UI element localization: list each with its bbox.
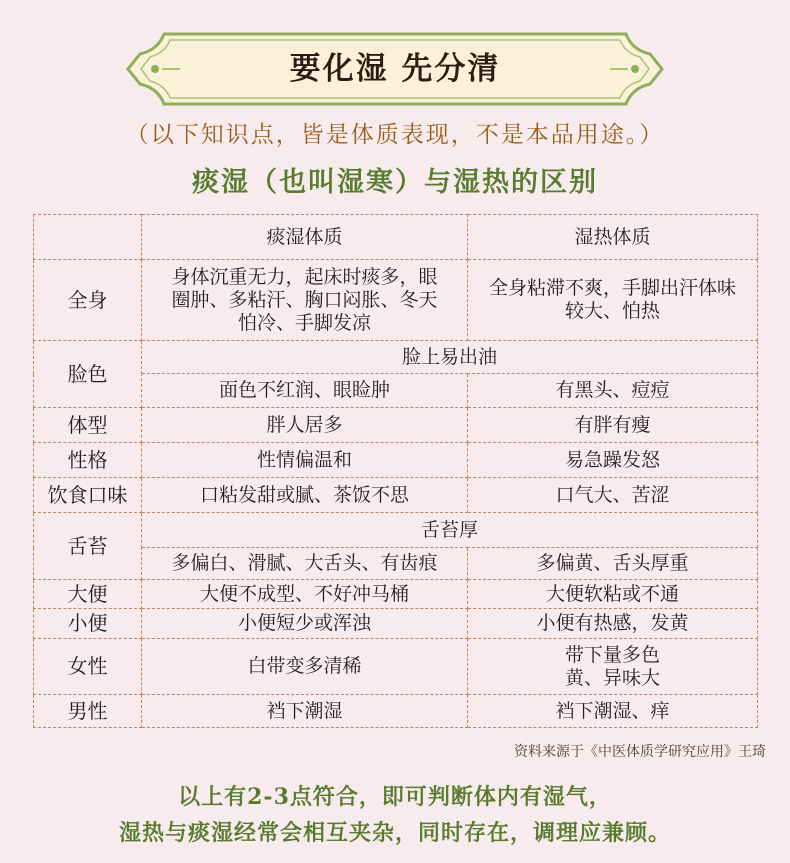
- cell-shire: 有胖有瘦: [468, 408, 758, 443]
- cell-shire: [468, 260, 758, 341]
- table-row: [34, 513, 758, 548]
- page-title: 要化湿 先分清: [289, 51, 501, 87]
- cell-tanshi: 胖人居多: [142, 408, 468, 443]
- notice-text: （以下知识点，皆是体质表现，不是本品用途。）: [125, 122, 665, 148]
- row-label: 性格: [34, 443, 142, 478]
- cell-shire: [468, 639, 758, 695]
- row-label: 舌苔: [34, 513, 142, 580]
- cell-shire: 有黑头、痘痘: [468, 374, 758, 408]
- cell-shire: 口气大、苦涩: [468, 478, 758, 513]
- row-label: 全身: [34, 260, 142, 341]
- table-row: [34, 639, 758, 695]
- cell-shire: 易急躁发怒: [468, 443, 758, 478]
- row-label: 脸色: [34, 341, 142, 408]
- conclusion-line-2: 湿热与痰湿经常会相互夹杂，同时存在，调理应兼顾。: [118, 820, 671, 846]
- table-row: [34, 478, 758, 513]
- comparison-table: [33, 214, 758, 728]
- cell-shire: 大便软粘或不通: [468, 580, 758, 609]
- cell-tanshi: 大便不成型、不好冲马桶: [142, 580, 468, 609]
- cell-tanshi: [142, 260, 468, 341]
- cell-tanshi: 多偏白、滑腻、大舌头、有齿痕: [142, 548, 468, 580]
- table-row: [34, 260, 758, 341]
- cell-tanshi: 小便短少或浑浊: [142, 609, 468, 639]
- title-banner: [122, 28, 668, 110]
- row-label: 大便: [34, 580, 142, 609]
- header-tanshi: 痰湿体质: [142, 215, 468, 260]
- table-row: [34, 548, 758, 580]
- table-row: [34, 580, 758, 609]
- table-row: [34, 341, 758, 374]
- cell-text: 全身粘滞不爽，手脚出汗体味较大、怕热: [488, 277, 736, 322]
- section-subtitle: 痰湿（也叫湿寒）与湿热的区别: [192, 167, 598, 198]
- table-header-row: [34, 215, 758, 260]
- cell-tanshi: 裆下潮湿: [142, 695, 468, 728]
- conclusion-line-1: 以上有2-3点符合，即可判断体内有湿气，: [178, 784, 612, 810]
- table-row: [34, 374, 758, 408]
- cell-common: 舌苔厚: [142, 513, 758, 548]
- cell-shire: 小便有热感，发黄: [468, 609, 758, 639]
- table-row: [34, 695, 758, 728]
- table-row: [34, 443, 758, 478]
- cell-shire: 裆下潮湿、痒: [468, 695, 758, 728]
- table-row: [34, 609, 758, 639]
- row-label: 男性: [34, 695, 142, 728]
- cell-shire: 多偏黄、舌头厚重: [468, 548, 758, 580]
- row-label: 体型: [34, 408, 142, 443]
- source-citation: 资料来源于《中医体质学研究应用》王琦: [514, 744, 766, 760]
- table-row: [34, 408, 758, 443]
- row-label: 饮食口味: [34, 478, 142, 513]
- row-label: 小便: [34, 609, 142, 639]
- cell-tanshi: 口粘发甜或腻、茶饭不思: [142, 478, 468, 513]
- header-shire: 湿热体质: [468, 215, 758, 260]
- cell-text: 身体沉重无力，起床时痰多，眼圈肿、多粘汗、胸口闷胀、冬天怕冷、手脚发凉: [171, 265, 438, 334]
- cell-common: 脸上易出油: [142, 341, 758, 374]
- cell-tanshi: 性情偏温和: [142, 443, 468, 478]
- cell-text: 带下量多色黄、异味大: [564, 643, 660, 689]
- row-label: 女性: [34, 639, 142, 695]
- header-empty-cell: [34, 215, 142, 260]
- cell-tanshi: 白带变多清稀: [142, 639, 468, 695]
- cell-tanshi: 面色不红润、眼睑肿: [142, 374, 468, 408]
